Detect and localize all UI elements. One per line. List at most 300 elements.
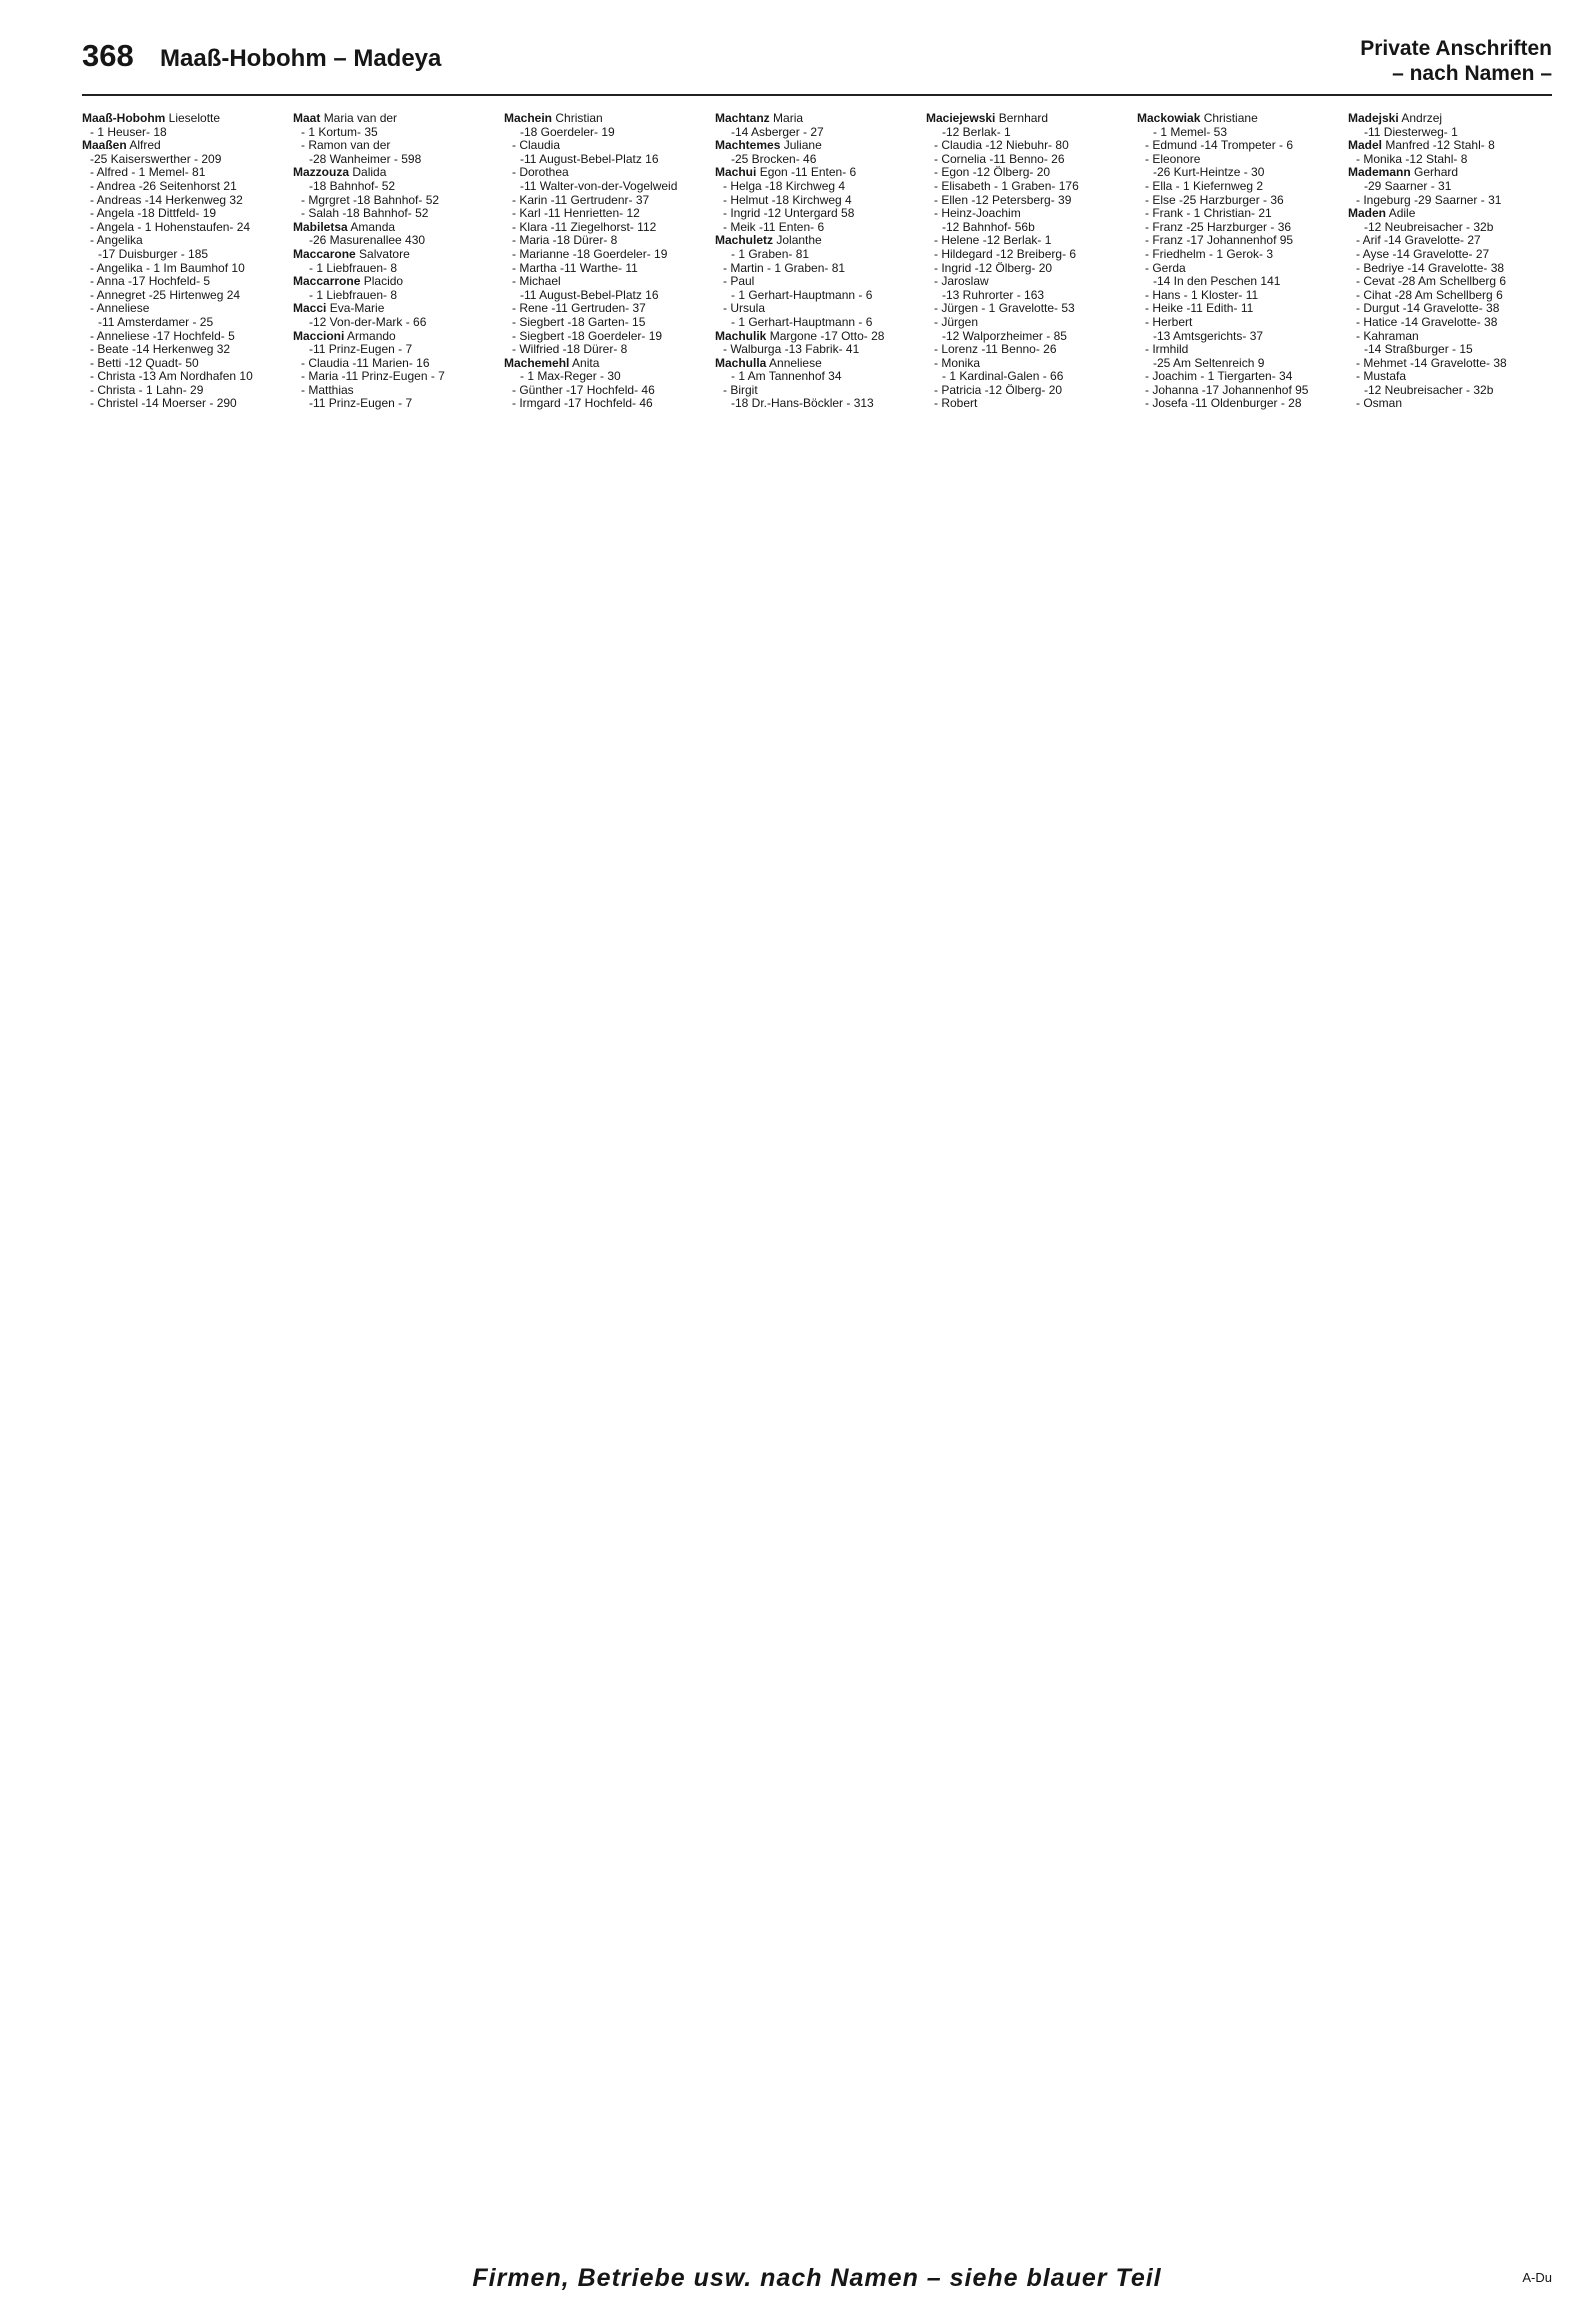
- directory-entry: [504, 166, 709, 180]
- entry-text: - Christel -14 Moerser - 290: [90, 397, 237, 411]
- entry-text: - Jürgen: [934, 315, 979, 329]
- entry-text: - Claudia -12 Niebuhr- 80: [934, 139, 1069, 153]
- directory-entry: [926, 343, 1131, 357]
- directory-entry: [1348, 384, 1552, 398]
- directory-entry: [82, 302, 287, 316]
- entry-text: -11 August-Bebel-Platz 16: [520, 152, 659, 166]
- entry-text: Lieselotte: [168, 112, 221, 125]
- entry-text: - Durgut -14 Gravelotte- 38: [1356, 302, 1500, 316]
- entry-text: - Siegbert -18 Garten- 15: [512, 315, 646, 329]
- entry-text: - Else -25 Harzburger - 36: [1145, 193, 1284, 207]
- directory-entry: [504, 194, 709, 208]
- directory-entry: [715, 194, 920, 208]
- entry-surname: Madejski: [1348, 112, 1399, 125]
- directory-entry: [926, 221, 1131, 235]
- entry-text: Jolanthe: [776, 234, 822, 248]
- directory-entry: [715, 357, 920, 371]
- directory-entry: [1137, 126, 1342, 140]
- entry-text: - 1 Max-Reger - 30: [520, 370, 621, 384]
- entry-text: - Cornelia -11 Benno- 26: [934, 152, 1065, 166]
- directory-column-5: [926, 112, 1131, 2147]
- entry-text: - Maria -11 Prinz-Eugen - 7: [301, 370, 445, 384]
- entry-text: - 1 Heuser- 18: [90, 125, 167, 139]
- page-name-range: Maaß-Hobohm – Madeya: [160, 45, 442, 72]
- entry-text: -12 Von-der-Mark - 66: [309, 315, 427, 329]
- directory-entry: [715, 221, 920, 235]
- directory-entry: [504, 302, 709, 316]
- header-rule: [82, 94, 1552, 96]
- entry-text: - Jaroslaw: [934, 275, 989, 289]
- entry-text: - Franz -25 Harzburger - 36: [1145, 220, 1292, 234]
- footer-banner: Firmen, Betriebe usw. nach Namen – siehe blauer Teil: [472, 2264, 1162, 2292]
- directory-entry: [715, 166, 920, 180]
- entry-text: - Claudia -11 Marien- 16: [301, 356, 430, 370]
- directory-entry: [1348, 234, 1552, 248]
- directory-entry: [293, 153, 498, 167]
- entry-text: - Heike -11 Edith- 11: [1145, 302, 1254, 316]
- directory-entry: [1137, 397, 1342, 411]
- directory-entry: [926, 289, 1131, 303]
- directory-entry: [715, 384, 920, 398]
- directory-entry: [504, 397, 709, 411]
- directory-entry: [1348, 112, 1552, 126]
- directory-entry: [926, 357, 1131, 371]
- entry-text: - Wilfried -18 Dürer- 8: [512, 343, 628, 357]
- entry-text: - Kahraman: [1356, 329, 1419, 343]
- entry-surname: Mabiletsa: [293, 220, 348, 234]
- directory-entry: [82, 357, 287, 371]
- directory-entry: [1348, 343, 1552, 357]
- entry-text: - Siegbert -18 Goerdeler- 19: [512, 329, 663, 343]
- directory-entry: [293, 166, 498, 180]
- entry-surname: Mazzouza: [293, 166, 350, 180]
- directory-entry: [82, 275, 287, 289]
- directory-entry: [293, 221, 498, 235]
- directory-entry: [715, 248, 920, 262]
- entry-text: Amanda: [350, 220, 396, 234]
- directory-entry: [504, 316, 709, 330]
- entry-text: - Anneliese: [90, 302, 150, 316]
- directory-entry: [1137, 166, 1342, 180]
- entry-surname: Machein: [504, 112, 553, 125]
- directory-entry: [1137, 207, 1342, 221]
- directory-entry: [1137, 180, 1342, 194]
- entry-text: Gerhard: [1414, 166, 1459, 180]
- entry-text: - 1 Am Tannenhof 34: [731, 370, 842, 384]
- directory-entry: [926, 153, 1131, 167]
- directory-entry: [293, 139, 498, 153]
- directory-entry: [926, 207, 1131, 221]
- entry-text: - Anneliese -17 Hochfeld- 5: [90, 329, 235, 343]
- entry-surname: Machulik: [715, 329, 767, 343]
- entry-text: -14 Asberger - 27: [731, 125, 824, 139]
- entry-surname: Mademann: [1348, 166, 1411, 180]
- directory-entry: [82, 397, 287, 411]
- directory-entry: [504, 139, 709, 153]
- directory-entry: [715, 370, 920, 384]
- directory-entry: [293, 180, 498, 194]
- entry-text: - Friedhelm - 1 Gerok- 3: [1145, 247, 1274, 261]
- directory-entry: [82, 112, 287, 126]
- directory-entry: [504, 207, 709, 221]
- directory-entry: [715, 139, 920, 153]
- directory-columns: [82, 112, 1552, 2147]
- directory-entry: [1348, 357, 1552, 371]
- entry-text: - Walburga -13 Fabrik- 41: [723, 343, 860, 357]
- directory-column-2: [293, 112, 498, 2147]
- directory-entry: [715, 207, 920, 221]
- entry-text: - Hildegard -12 Breiberg- 6: [934, 247, 1077, 261]
- entry-text: - Matthias: [301, 383, 354, 397]
- entry-surname: Maccioni: [293, 329, 345, 343]
- directory-entry: [293, 207, 498, 221]
- directory-entry: [82, 262, 287, 276]
- directory-entry: [504, 126, 709, 140]
- directory-entry: [1137, 234, 1342, 248]
- directory-entry: [1348, 275, 1552, 289]
- directory-entry: [1348, 302, 1552, 316]
- entry-text: -11 Amsterdamer - 25: [98, 315, 214, 329]
- directory-entry: [82, 370, 287, 384]
- entry-text: -25 Brocken- 46: [731, 152, 817, 166]
- entry-text: - Klara -11 Ziegelhorst- 112: [512, 220, 657, 234]
- directory-entry: [926, 234, 1131, 248]
- entry-text: - Paul: [723, 275, 755, 289]
- directory-entry: [1348, 330, 1552, 344]
- entry-text: - Meik -11 Enten- 6: [723, 220, 825, 234]
- entry-text: - Angelika: [90, 234, 143, 248]
- directory-entry: [504, 248, 709, 262]
- entry-text: - Joachim - 1 Tiergarten- 34: [1145, 370, 1293, 384]
- directory-entry: [1348, 207, 1552, 221]
- directory-column-1: [82, 112, 287, 2147]
- entry-text: -26 Kurt-Heintze - 30: [1153, 166, 1265, 180]
- directory-entry: [1137, 357, 1342, 371]
- directory-entry: [715, 112, 920, 126]
- entry-text: Christiane: [1203, 112, 1258, 125]
- directory-entry: [82, 126, 287, 140]
- entry-text: -17 Duisburger - 185: [98, 247, 209, 261]
- directory-entry: [293, 316, 498, 330]
- entry-text: - Anna -17 Hochfeld- 5: [90, 275, 211, 289]
- entry-text: - 1 Memel- 53: [1153, 125, 1228, 139]
- directory-entry: [926, 262, 1131, 276]
- entry-surname: Mackowiak: [1137, 112, 1201, 125]
- page-header: [82, 34, 1552, 94]
- entry-text: -25 Kaiserswerther - 209: [90, 152, 222, 166]
- directory-entry: [715, 302, 920, 316]
- entry-text: - Ramon van der: [301, 139, 391, 153]
- entry-text: - Helmut -18 Kirchweg 4: [723, 193, 852, 207]
- directory-entry: [82, 180, 287, 194]
- entry-text: - 1 Liebfrauen- 8: [309, 261, 398, 275]
- directory-entry: [504, 289, 709, 303]
- entry-text: - Angela - 1 Hohenstaufen- 24: [90, 220, 251, 234]
- entry-text: Bernhard: [998, 112, 1049, 125]
- entry-text: - Helga -18 Kirchweg 4: [723, 179, 846, 193]
- directory-entry: [82, 207, 287, 221]
- entry-text: - Irmgard -17 Hochfeld- 46: [512, 397, 653, 411]
- directory-entry: [715, 234, 920, 248]
- directory-entry: [293, 330, 498, 344]
- directory-entry: [926, 126, 1131, 140]
- entry-surname: Maccarrone: [293, 275, 361, 289]
- directory-entry: [1137, 275, 1342, 289]
- entry-text: Juliane: [783, 139, 822, 153]
- entry-surname: Machuletz: [715, 234, 774, 248]
- entry-text: -18 Bahnhof- 52: [309, 179, 396, 193]
- entry-text: - Mgrgret -18 Bahnhof- 52: [301, 193, 440, 207]
- entry-text: -12 Bahnhof- 56b: [942, 220, 1035, 234]
- entry-text: - Betti -12 Quadt- 50: [90, 356, 199, 370]
- entry-text: - 1 Graben- 81: [731, 247, 810, 261]
- entry-text: - Ellen -12 Petersberg- 39: [934, 193, 1072, 207]
- directory-entry: [82, 139, 287, 153]
- directory-entry: [926, 330, 1131, 344]
- directory-entry: [82, 153, 287, 167]
- entry-text: - Hatice -14 Gravelotte- 38: [1356, 315, 1498, 329]
- page-number: 368: [82, 38, 134, 73]
- directory-entry: [715, 330, 920, 344]
- directory-entry: [82, 316, 287, 330]
- entry-text: - Josefa -11 Oldenburger - 28: [1145, 397, 1302, 411]
- entry-text: - 1 Gerhart-Hauptmann - 6: [731, 315, 873, 329]
- directory-entry: [926, 248, 1131, 262]
- directory-entry: [1137, 194, 1342, 208]
- directory-entry: [926, 275, 1131, 289]
- entry-text: - Helene -12 Berlak- 1: [934, 234, 1052, 248]
- directory-entry: [715, 262, 920, 276]
- entry-text: - Günther -17 Hochfeld- 46: [512, 383, 655, 397]
- entry-text: - Martha -11 Warthe- 11: [512, 261, 638, 275]
- entry-text: - Ingrid -12 Untergard 58: [723, 207, 855, 221]
- directory-entry: [1348, 248, 1552, 262]
- directory-entry: [504, 262, 709, 276]
- directory-entry: [1348, 221, 1552, 235]
- entry-text: Eva-Marie: [329, 302, 385, 316]
- entry-text: - Arif -14 Gravelotte- 27: [1356, 234, 1481, 248]
- entry-surname: Maciejewski: [926, 112, 996, 125]
- entry-text: -12 Neubreisacher - 32b: [1364, 220, 1494, 234]
- directory-entry: [1137, 139, 1342, 153]
- directory-entry: [1137, 153, 1342, 167]
- entry-surname: Maat: [293, 112, 321, 125]
- directory-column-3: [504, 112, 709, 2147]
- directory-entry: [1348, 126, 1552, 140]
- entry-text: - Elisabeth - 1 Graben- 176: [934, 179, 1079, 193]
- directory-entry: [1348, 194, 1552, 208]
- directory-entry: [926, 112, 1131, 126]
- directory-entry: [82, 248, 287, 262]
- directory-entry: [504, 384, 709, 398]
- directory-entry: [1137, 262, 1342, 276]
- entry-text: Christian: [555, 112, 603, 125]
- entry-text: Egon -11 Enten- 6: [759, 166, 857, 180]
- directory-entry: [1137, 330, 1342, 344]
- directory-entry: [1348, 397, 1552, 411]
- entry-surname: Maden: [1348, 207, 1387, 221]
- entry-text: - Rene -11 Gertruden- 37: [512, 302, 646, 316]
- directory-entry: [504, 275, 709, 289]
- entry-text: - Marianne -18 Goerdeler- 19: [512, 247, 668, 261]
- directory-column-7: [1348, 112, 1552, 2147]
- entry-text: - Osman: [1356, 397, 1403, 411]
- entry-text: - Andreas -14 Herkenweg 32: [90, 193, 243, 207]
- directory-entry: [293, 126, 498, 140]
- entry-text: -25 Am Seltenreich 9: [1153, 356, 1265, 370]
- entry-text: - Maria -18 Dürer- 8: [512, 234, 618, 248]
- directory-entry: [293, 302, 498, 316]
- directory-entry: [504, 343, 709, 357]
- directory-entry: [504, 153, 709, 167]
- directory-entry: [715, 126, 920, 140]
- directory-entry: [1137, 343, 1342, 357]
- entry-text: -18 Dr.-Hans-Böckler - 313: [731, 397, 874, 411]
- directory-entry: [82, 330, 287, 344]
- entry-text: - Annegret -25 Hirtenweg 24: [90, 288, 241, 302]
- entry-text: - Eleonore: [1145, 152, 1201, 166]
- entry-text: - Cihat -28 Am Schellberg 6: [1356, 288, 1503, 302]
- entry-surname: Madel: [1348, 139, 1383, 153]
- directory-entry: [504, 370, 709, 384]
- directory-entry: [1348, 166, 1552, 180]
- entry-text: - Beate -14 Herkenweg 32: [90, 343, 231, 357]
- entry-text: - Mustafa: [1356, 370, 1407, 384]
- directory-entry: [1137, 112, 1342, 126]
- directory-entry: [504, 180, 709, 194]
- entry-text: - Herbert: [1145, 315, 1193, 329]
- directory-entry: [1348, 316, 1552, 330]
- directory-entry: [715, 180, 920, 194]
- directory-entry: [1137, 248, 1342, 262]
- directory-entry: [504, 330, 709, 344]
- entry-text: -11 Walter-von-der-Vogelweid: [520, 179, 678, 193]
- entry-text: Dalida: [352, 166, 387, 180]
- entry-text: - Monika -12 Stahl- 8: [1356, 152, 1468, 166]
- entry-text: - 1 Kardinal-Galen - 66: [942, 370, 1064, 384]
- entry-text: - Angelika - 1 Im Baumhof 10: [90, 261, 245, 275]
- entry-text: - 1 Kortum- 35: [301, 125, 378, 139]
- directory-entry: [82, 384, 287, 398]
- directory-entry: [82, 234, 287, 248]
- entry-text: - Johanna -17 Johannenhof 95: [1145, 383, 1309, 397]
- entry-text: Adile: [1388, 207, 1416, 221]
- directory-entry: [504, 112, 709, 126]
- entry-text: Manfred -12 Stahl- 8: [1385, 139, 1495, 153]
- entry-text: - Edmund -14 Trompeter - 6: [1145, 139, 1294, 153]
- entry-surname: Maaßen: [82, 139, 127, 153]
- directory-entry: [82, 194, 287, 208]
- directory-entry: [715, 275, 920, 289]
- entry-text: - 1 Liebfrauen- 8: [309, 288, 398, 302]
- entry-text: Alfred: [129, 139, 161, 153]
- directory-entry: [82, 343, 287, 357]
- entry-text: - Ella - 1 Kiefernweg 2: [1145, 179, 1264, 193]
- entry-text: Anneliese: [769, 356, 822, 370]
- section-title: [1360, 36, 1552, 86]
- entry-text: - Mehmet -14 Gravelotte- 38: [1356, 356, 1507, 370]
- entry-text: - Angela -18 Dittfeld- 19: [90, 207, 217, 221]
- entry-text: - Irmhild: [1145, 343, 1189, 357]
- directory-entry: [1348, 370, 1552, 384]
- directory-entry: [926, 139, 1131, 153]
- entry-text: - Martin - 1 Graben- 81: [723, 261, 846, 275]
- entry-surname: Machtanz: [715, 112, 770, 125]
- directory-entry: [293, 112, 498, 126]
- entry-text: -28 Wanheimer - 598: [309, 152, 422, 166]
- directory-column-4: [715, 112, 920, 2147]
- directory-entry: [82, 221, 287, 235]
- entry-text: - Ursula: [723, 302, 766, 316]
- directory-column-6: [1137, 112, 1342, 2147]
- entry-text: - Andrea -26 Seitenhorst 21: [90, 179, 237, 193]
- directory-entry: [1348, 180, 1552, 194]
- directory-entry: [1348, 139, 1552, 153]
- entry-text: Armando: [347, 329, 396, 343]
- entry-text: - Hans - 1 Kloster- 11: [1145, 288, 1259, 302]
- entry-text: Margone -17 Otto- 28: [769, 329, 885, 343]
- directory-entry: [293, 275, 498, 289]
- entry-text: - Franz -17 Johannenhof 95: [1145, 234, 1294, 248]
- entry-text: - Robert: [934, 397, 978, 411]
- entry-text: - Heinz-Joachim: [934, 207, 1021, 221]
- directory-entry: [926, 397, 1131, 411]
- directory-entry: [1137, 221, 1342, 235]
- entry-surname: Maccarone: [293, 247, 356, 261]
- entry-text: - Cevat -28 Am Schellberg 6: [1356, 275, 1507, 289]
- entry-surname: Macci: [293, 302, 327, 316]
- entry-text: - Karl -11 Henrietten- 12: [512, 207, 640, 221]
- entry-text: -13 Ruhrorter - 163: [942, 288, 1045, 302]
- entry-surname: Machemehl: [504, 356, 570, 370]
- directory-entry: [293, 370, 498, 384]
- entry-surname: Maaß-Hobohm: [82, 112, 166, 125]
- directory-entry: [293, 397, 498, 411]
- entry-text: - Salah -18 Bahnhof- 52: [301, 207, 429, 221]
- directory-entry: [926, 180, 1131, 194]
- section-title-line2: – nach Namen –: [1392, 62, 1552, 85]
- entry-text: -13 Amtsgerichts- 37: [1153, 329, 1264, 343]
- entry-text: - Monika: [934, 356, 981, 370]
- entry-text: - Karin -11 Gertrudenr- 37: [512, 193, 650, 207]
- directory-entry: [715, 343, 920, 357]
- entry-surname: Machtemes: [715, 139, 781, 153]
- directory-entry: [82, 166, 287, 180]
- entry-text: - Ingeburg -29 Saarner - 31: [1356, 193, 1502, 207]
- entry-text: - Dorothea: [512, 166, 569, 180]
- entry-text: -29 Saarner - 31: [1364, 179, 1452, 193]
- directory-entry: [926, 166, 1131, 180]
- directory-entry: [504, 357, 709, 371]
- entry-text: -11 August-Bebel-Platz 16: [520, 288, 659, 302]
- entry-text: -12 Berlak- 1: [942, 125, 1011, 139]
- entry-text: - Michael: [512, 275, 561, 289]
- directory-entry: [926, 316, 1131, 330]
- entry-text: -18 Goerdeler- 19: [520, 125, 615, 139]
- entry-text: -12 Walporzheimer - 85: [942, 329, 1067, 343]
- entry-text: - Patricia -12 Ölberg- 20: [934, 383, 1063, 397]
- entry-text: - Christa - 1 Lahn- 29: [90, 383, 204, 397]
- footer-page-code: A-Du: [1522, 2270, 1552, 2285]
- directory-entry: [1348, 153, 1552, 167]
- directory-entry: [926, 194, 1131, 208]
- entry-surname: Machui: [715, 166, 757, 180]
- entry-text: Andrzej: [1401, 112, 1443, 125]
- entry-text: -11 Diesterweg- 1: [1364, 125, 1458, 139]
- entry-text: - Christa -13 Am Nordhafen 10: [90, 370, 253, 384]
- entry-text: -11 Prinz-Eugen - 7: [309, 397, 413, 411]
- entry-text: -12 Neubreisacher - 32b: [1364, 383, 1494, 397]
